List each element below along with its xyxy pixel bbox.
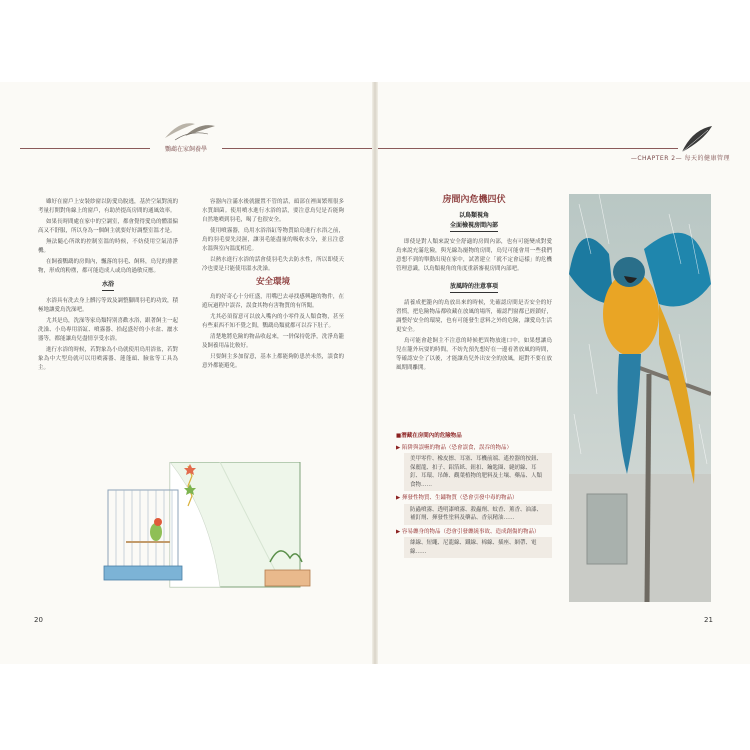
paragraph: 無法隨心所欲的控制室溫的時候，不妨使用空氣清淨機。 [38, 239, 178, 254]
paragraph: 即使是對人類來說安全舒適的房間內部，也有可能變成對愛鳥來說充滿危險，與光線為寵物的房間，鳥兒可能會用一些我們意想不到的舉動出現在家中，試著建立「就不定會這樣」的危機管理意識，以鳥類視角的角度重新審視房間內部吧。 [396, 239, 552, 272]
danger-category-3-items: 絲線、短繩、尼龍線、鐵線、棉線、插座、網帶、電線…… [404, 537, 552, 558]
left-column-2 [202, 198, 344, 373]
paragraph: 以熱水進行水浴的話會使羽毛失去防水性，所以即使天冷也要是只能使用溫水洗澡。 [202, 257, 344, 272]
paragraph: 只要飼主多加留意，基本上都能夠防患於未然，誤食的意外都能避免。 [202, 354, 344, 369]
feathers-icon [160, 118, 220, 142]
header-rule-right [378, 148, 678, 149]
subheading-bird-view-2: 全面檢視房間內部 [450, 221, 498, 232]
left-column-1 [38, 198, 178, 375]
paragraph: 鳥的好奇心十分旺盛，用嘴巴去尋找感興趣的物件，在遊玩過程中誤吞，誤食其物有害物質的有所聞。 [202, 294, 344, 309]
danger-category-2: ▶ 揮發性物質、生鏽物質（恐會引發中毒的物品） [396, 495, 518, 501]
paragraph: 尤其必須留意可以放入嘴內的小零件及人類食物，甚至有些東西不知不覺之間，鸚鵡鳥類就都可以吞下肚子。 [202, 314, 344, 329]
right-column [396, 192, 552, 375]
book-gutter [372, 82, 378, 664]
macaw-photo [569, 194, 711, 602]
danger-category-1-items: 美甲零件、橡皮擦、耳塞、耳機前端、遙控器的按鈕、保麗龍、扣子、鋁箔紙、鈕扣、鑰匙圈、縫紉線、耳釘、耳環、吊飾、觀葉植物的肥料及土壤、藥品、人類食物…… [404, 453, 552, 491]
section-heading-danger: 房間內危機四伏 [442, 195, 506, 205]
paragraph: 容器內注滿水後就擺置不管的話，頭部在裡面繁殖很多水質細菌。使用噴水進行水浴的話，要注意鳥兒是否能夠自然地噴到羽毛，喝了也很安全。 [202, 199, 344, 223]
page-number-right: 21 [704, 616, 713, 624]
paragraph: 鳥可能會趁飼主不注意的時候把異物放進口中，如果想讓鳥兒在籠外玩耍的時間，不妨先預先想好在一邊看著放風的時間，等確認安全了以後，才能讓鳥兒外出安全的放風，絕對不要在放風期間離開。 [396, 338, 552, 371]
danger-items-box [396, 432, 552, 558]
danger-category-3: ▶ 容易纏身的物品（恐會引發纏繞事故、造成創傷的物品） [396, 528, 540, 535]
quill-feather-icon [678, 122, 716, 156]
subheading-bird-view-1: 以鳥類視角 [458, 212, 489, 219]
paragraph: 清楚地將危險的物品收起來，一併保持乾淨，洗淨鳥籠及飼養用品比較好。 [202, 334, 344, 349]
subheading-free-time: 放風時的注意事項 [450, 282, 498, 293]
paragraph: 如果長時間處在家中的空調室，都會覺得愛鳥的體溫偏高又不舒服，所以身為一個飼主就要好好調整室溫才是。 [38, 219, 179, 234]
section-heading-safe-environment: 安全環境 [255, 277, 290, 287]
paragraph: 尤其是鳥，洗澡等家鳥類特別喜歡水浴，跟著飼主一起洗澡、小鳥專用浴缸、噴霧器、拾起盛好的小水盆、灑水器等，都能讓鳥兒盡情享受水浴。 [38, 318, 179, 342]
birdcage-illustration [100, 462, 315, 592]
subheading-water-bath: 水浴 [102, 280, 114, 291]
paragraph: 在飼養鸚鵡的房間內，飄落的羽毛、飼料，鳥兒的排泄物，形成的粉塵，都可能造成人或鳥的過敏反應。 [38, 259, 179, 274]
paragraph: 進行水浴的時候，若對象為小鳥就使用鳥用浴盆，若對象為中大型鳥就可以用噴霧器、蓮蓬頭、臉盆等工具為主。 [38, 347, 179, 371]
danger-category-2-items: 防蟲噴霧、透明漆噴霧、殺蟲劑、蚊香、薰香、油漆、補釘劑、揮發性塗料及藥品、香氛精油…… [404, 504, 552, 525]
danger-category-1: ▶ 陷阱與誤嚥的物品（恐會誤食，誤吞的物品） [396, 444, 512, 451]
paragraph: 使用噴霧器，鳥用水浴浴缸等物質給鳥進行水浴之前，鳥的羽毛要先浸濕，讓羽毛能盡量的吸收水分，並且注意水溫與室內溫度相近。 [202, 228, 344, 252]
header-rule-left-2 [222, 148, 372, 149]
danger-box-title: ■潛藏在房間內的危險物品 [396, 433, 462, 439]
paragraph: 雖好在窗戶上安裝紗窗以防愛鳥脫逃，基於空氣對流的考量打開對角線上的窗戶，有助於提高房間的通風效率。 [38, 199, 179, 214]
chapter-label: —CHAPTER 2— 每天的健康管理 [630, 155, 730, 162]
paragraph: 請養成把籠內的鳥放出來的時候，先確認房間是否安全的好習慣，把危險物品都收藏在放風的場所，確認門窗都已經鎖好，調整好安全的環境，也有可能發生意料之外的危險，讓愛鳥生活更安全。 [396, 300, 552, 333]
paragraph: 水浴具有洗去身上髒污等效及調整腳間羽毛的功效，積極地讓愛鳥洗澡吧。 [38, 298, 179, 313]
page-number-left: 20 [34, 616, 43, 624]
series-title: 鸚鵡在家飼養學 [150, 144, 222, 153]
header-rule-left [20, 148, 150, 149]
